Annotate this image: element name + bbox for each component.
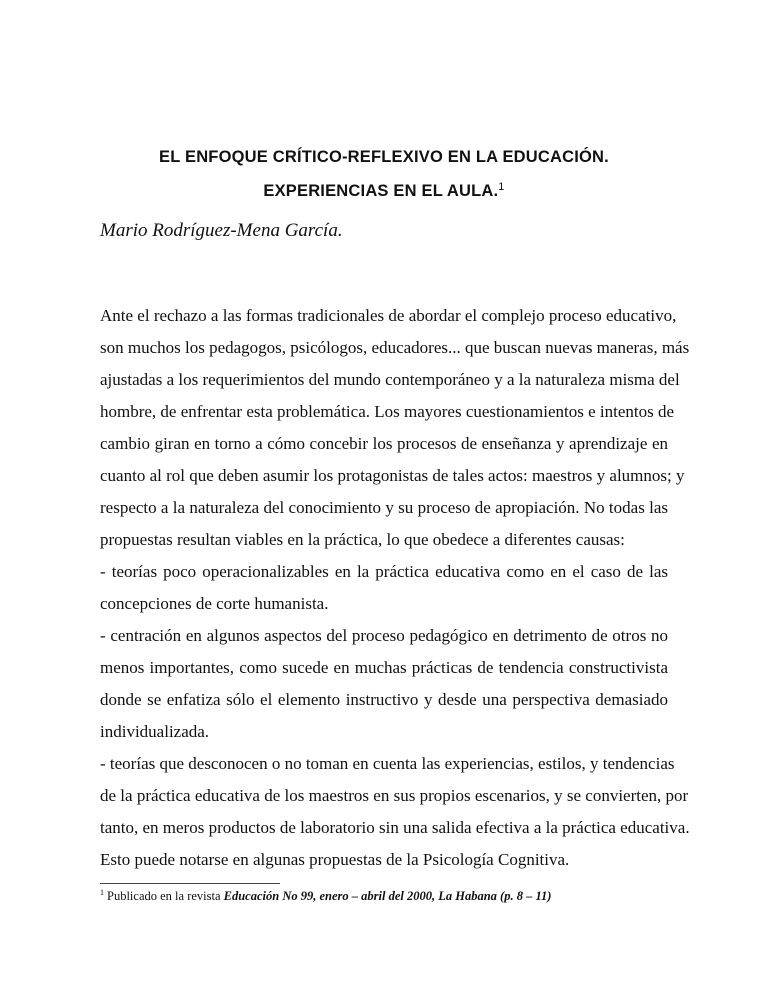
footnote-number: 1 <box>100 888 104 897</box>
footnote-reference: 1 <box>498 181 505 193</box>
text-line: Ante el rechazo a las formas tradicionales de abordar el complejo proceso educativo, <box>100 306 677 325</box>
title-text: EXPERIENCIAS EN EL AULA. <box>263 182 499 200</box>
document-title-line-1: EL ENFOQUE CRÍTICO-REFLEXIVO EN LA EDUCACIÓN. <box>159 148 609 166</box>
footnote-prefix: Publicado en la revista <box>107 889 224 903</box>
text-line: son muchos los pedagogos, psicólogos, educadores... que buscan nuevas maneras, más <box>100 338 690 357</box>
list-item-line: - teorías poco operacionalizables en la práctica educativa como en el caso de las <box>100 562 668 581</box>
text-line: hombre, de enfrentar esta problemática. Los mayores cuestionamientos e intentos de <box>100 402 675 421</box>
author-name: Mario Rodríguez-Mena García. <box>100 220 343 241</box>
body-paragraph <box>100 300 690 876</box>
document-title-line-2 <box>0 181 768 201</box>
text-line: propuestas resultan viables en la práctica, lo que obedece a diferentes causas: <box>100 530 625 549</box>
text-line: respecto a la naturaleza del conocimiento y su proceso de apropiación. No todas las <box>100 498 668 517</box>
list-item-line: - centración en algunos aspectos del proceso pedagógico en detrimento de otros no <box>100 626 668 645</box>
list-item-line: tanto, en meros productos de laboratorio sin una salida efectiva a la práctica educativa. <box>100 818 690 837</box>
text-line: cambio giran en torno a cómo concebir los procesos de enseñanza y aprendizaje en <box>100 434 668 453</box>
list-item-line: concepciones de corte humanista. <box>100 594 329 613</box>
list-item-line: donde se enfatiza sólo el elemento instructivo y desde una perspectiva demasiado <box>100 690 668 709</box>
footnote-divider <box>100 883 280 884</box>
list-item-line: menos importantes, como sucede en muchas prácticas de tendencia constructivista <box>100 658 668 677</box>
list-item-line: - teorías que desconocen o no toman en cuenta las experiencias, estilos, y tendencias <box>100 754 675 773</box>
footnote <box>100 888 551 904</box>
text-line: cuanto al rol que deben asumir los protagonistas de tales actos: maestros y alumnos; y <box>100 466 685 485</box>
text-line: ajustadas a los requerimientos del mundo contemporáneo y a la naturaleza misma del <box>100 370 680 389</box>
footnote-citation: Educación No 99, enero – abril del 2000, La Habana (p. 8 – 11) <box>223 889 552 903</box>
list-item-line: de la práctica educativa de los maestros en sus propios escenarios, y se convierten, por <box>100 786 689 805</box>
list-item-line: individualizada. <box>100 722 210 741</box>
list-item-line: Esto puede notarse en algunas propuestas de la Psicología Cognitiva. <box>100 850 570 869</box>
